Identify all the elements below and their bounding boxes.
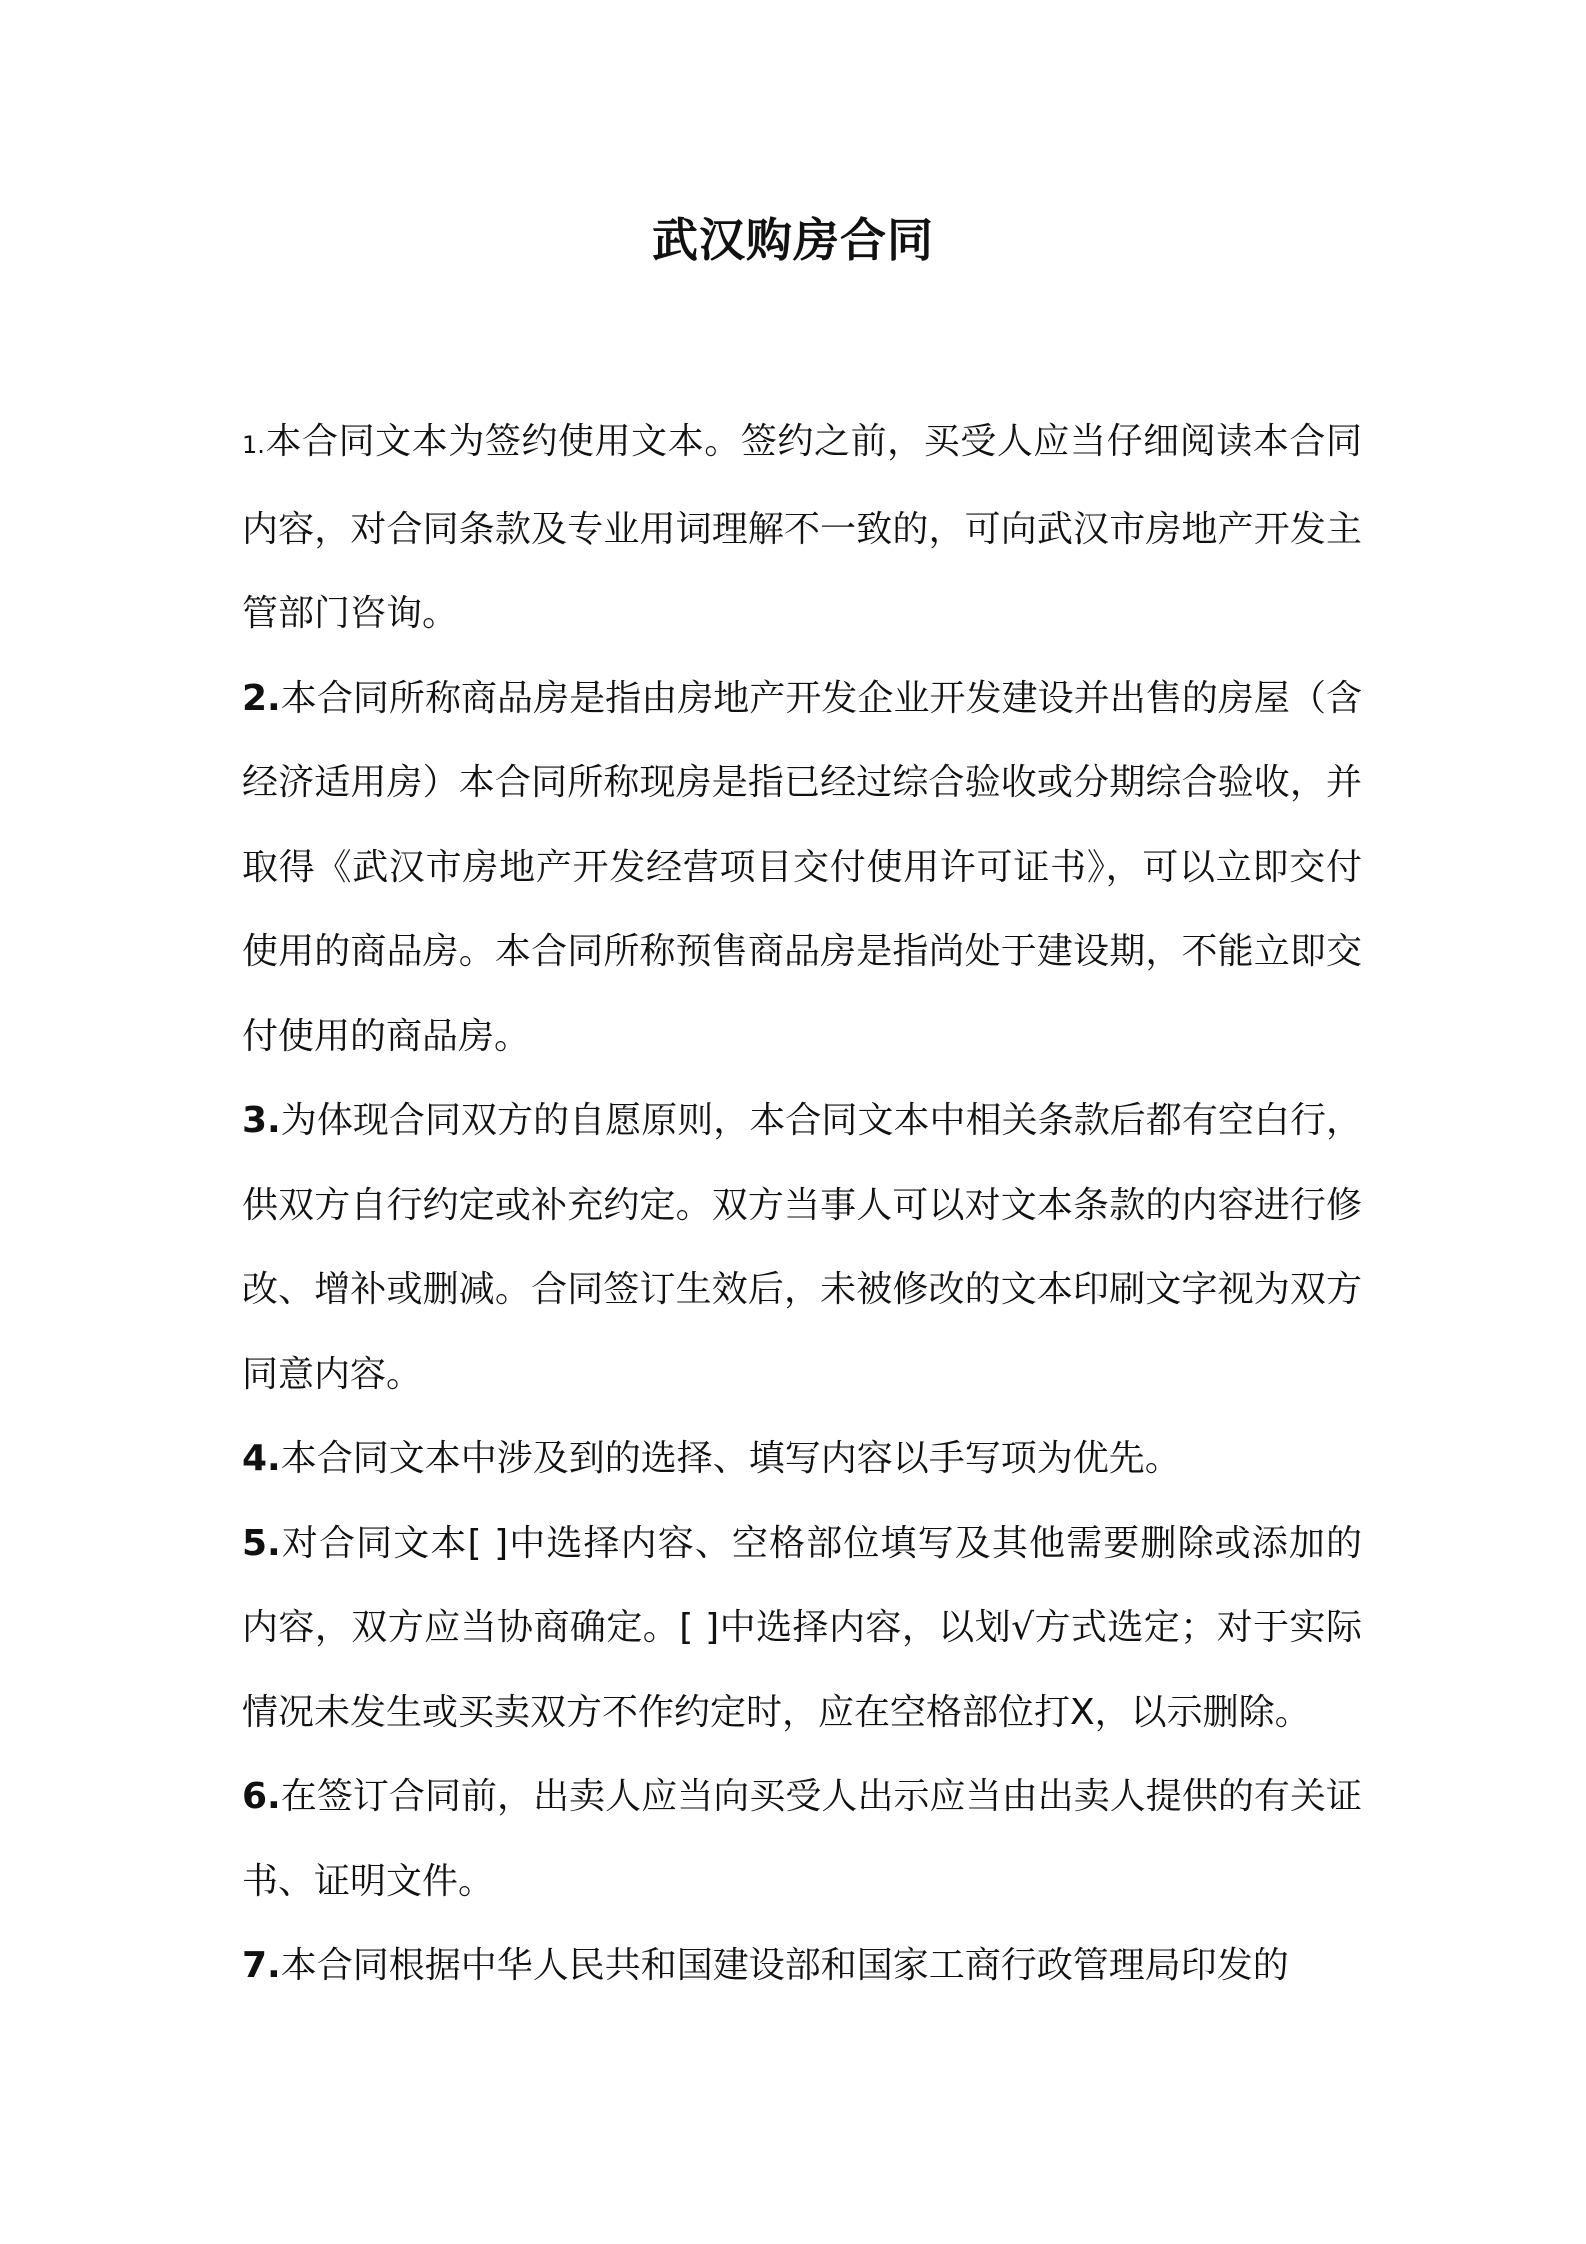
clause-text: 本合同文本为签约使用文本。签约之前，买受人应当仔细阅读本合同内容，对合同条款及专业用词理解不一致的，可向武汉市房地产开发主管部门咨询。: [242, 421, 1362, 634]
clause-number: 2.: [242, 677, 281, 719]
clause-text: 本合同所称商品房是指由房地产开发企业开发建设并出售的房屋（含经济适用房）本合同所称现房是指已经过综合验收或分期综合验收，并取得《武汉市房地产开发经营项目交付使用许可证书》，可以立即交付使用的商品房。本合同所称预售商品房是指尚处于建设期，不能立即交付使用的商品房。: [242, 677, 1362, 1057]
clause-text: 本合同根据中华人民共和国建设部和国家工商行政管理局印发的: [280, 1945, 1289, 1986]
clause-number: 5.: [242, 1522, 281, 1564]
clause-text: 在签订合同前，出卖人应当向买受人出示应当由出卖人提供的有关证书、证明文件。: [242, 1776, 1362, 1902]
clause-4: [242, 1417, 1362, 1502]
clause-text: 对合同文本[ ]中选择内容、空格部位填写及其他需要删除或添加的内容，双方应当协商确定。[ ]中选择内容，以划√方式选定；对于实际情况未发生或买卖双方不作约定时，应在空格部位打X，以示删除。: [242, 1522, 1362, 1733]
document-title: 武汉购房合同: [652, 213, 934, 267]
clause-text: 本合同文本中涉及到的选择、填写内容以手写项为优先。: [280, 1438, 1181, 1479]
clause-2: [242, 657, 1362, 1080]
clause-6: [242, 1755, 1362, 1924]
clause-number: 3.: [242, 1100, 281, 1141]
clause-text: 为体现合同双方的自愿原则，本合同文本中相关条款后都有空白行，供双方自行约定或补充约定。双方当事人可以对文本条款的内容进行修改、增补或删减。合同签订生效后，未被修改的文本印刷文字视为双方同意内容。: [242, 1100, 1362, 1395]
clause-number: 6.: [242, 1776, 281, 1817]
clause-number: 1.: [242, 431, 265, 459]
clause-7: [242, 1924, 1362, 2009]
clause-number: 4.: [242, 1438, 281, 1479]
clause-5: [242, 1502, 1362, 1756]
document-body: [242, 400, 1362, 2009]
clause-3: [242, 1079, 1362, 1417]
clause-1: [242, 400, 1362, 657]
clause-number: 7.: [242, 1945, 281, 1986]
